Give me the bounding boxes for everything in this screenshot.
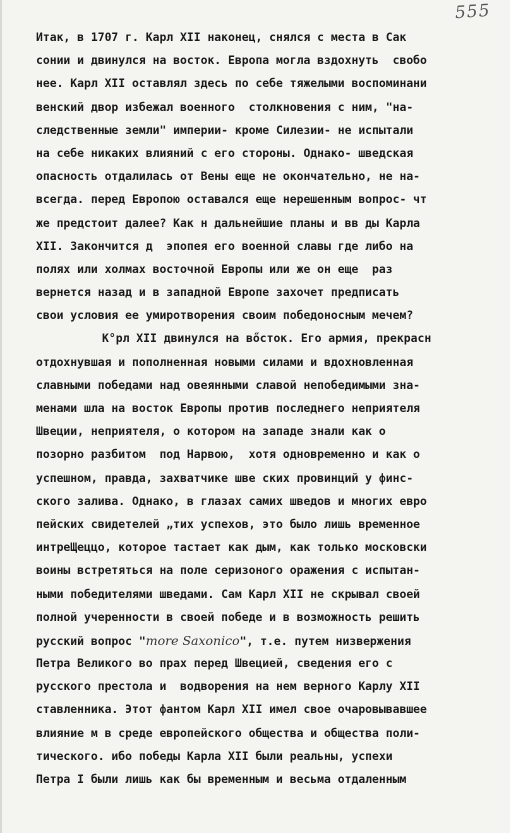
text-line: влияние м в среде европейского общества и общества поли- [36,725,421,740]
text-line: сонии и двинулся на восток. Европа могла вздохнуть свобо [36,53,427,68]
text-line: ставленника. Этот фантом Карл XII имел свое очаровывавшее [36,702,427,717]
text-line: интреЩеццо, которое тастает как дым, как только московски [36,540,427,555]
text-line: пейских свидетелей „тих успехов, это было лишь временное [36,516,421,531]
text-segment: ", т.е. путем низвержения [239,633,412,648]
text-line: тического. ибо победы Карла XII были реальны, успехи [36,748,393,763]
text-line: Швеции, неприятеля, о котором на западе знали как о [36,424,386,439]
page-number: 555 [454,0,492,24]
text-line: ными победителями шведами. Сам Карл XII не скрывал своей [36,586,421,601]
text-segment: русский вопрос " [36,633,146,648]
text-line: вернется назад и в западной Европе захочет предписать [36,285,400,300]
text-line: венский двор избежал военного столкновения с ним, "на- [36,99,414,114]
text-line: К°рл XII двинулся на вőсток. Его армия, прекрасн [102,331,432,346]
text-line: Петра Великого во прах перед Швецией, сведения его с [36,656,393,671]
text-line: же предстоит далее? Как н дальнейшие планы и вв ды Карла [36,215,421,230]
text-line: на себе никаких влияний с его стороны. Однако- шведская [36,145,414,160]
text-line: нее. Карл XII оставлял здесь по себе тяжелыми воспоминани [36,76,427,91]
body-text [36,26,506,791]
text-line: свои условия ее умиротворения своим победоносным мечем? [36,308,414,323]
text-line: успешном, правда, захватчике шве ских провинций у финс- [36,470,414,485]
text-line: следственные земли" империи- кроме Силезии- не испытали [36,122,414,137]
text-line: отдохнувшая и пополненная новыми силами и вдохновленная [36,354,414,369]
text-line: XII. Закончится д эпопея его военной славы где либо на [36,238,414,253]
text-line: Петра I были лишь как бы временным и весьма отдаленным [36,772,407,786]
text-line: славными победами над овеянными славой непобедимыми зна- [36,377,421,392]
text-line: всегда. перед Европою оставался еще нерешенным вопрос- чт [36,192,427,207]
paragraph [36,26,506,327]
text-line: позорно разбитом под Нарвою, хотя одновременно и как о [36,447,421,462]
text-line-with-handwriting [36,629,506,652]
handwritten-insertion: more Saxonico [145,632,240,648]
text-line: воины встретяться на поле серизоного оражения с испытан- [36,563,421,578]
text-line: менами шла на восток Европы против последнего неприятеля [36,401,421,415]
text-line: русского престола и водворения на нем верного Карлу XII [36,679,421,694]
paragraph [36,327,506,791]
text-line: опасность отдалилась от Вены еще не окончательно, не на- [36,169,421,184]
text-line: полях или холмах восточной Европы или же он еще раз [36,261,393,276]
text-line: полной учеренности в своей победе и в возможность решить [36,609,421,624]
text-line: Итак, в 1707 г. Карл XII наконец, снялся с места в Сак [36,30,407,44]
text-line: ского залива. Однако, в глазах самих шведов и многих евро [36,493,427,508]
